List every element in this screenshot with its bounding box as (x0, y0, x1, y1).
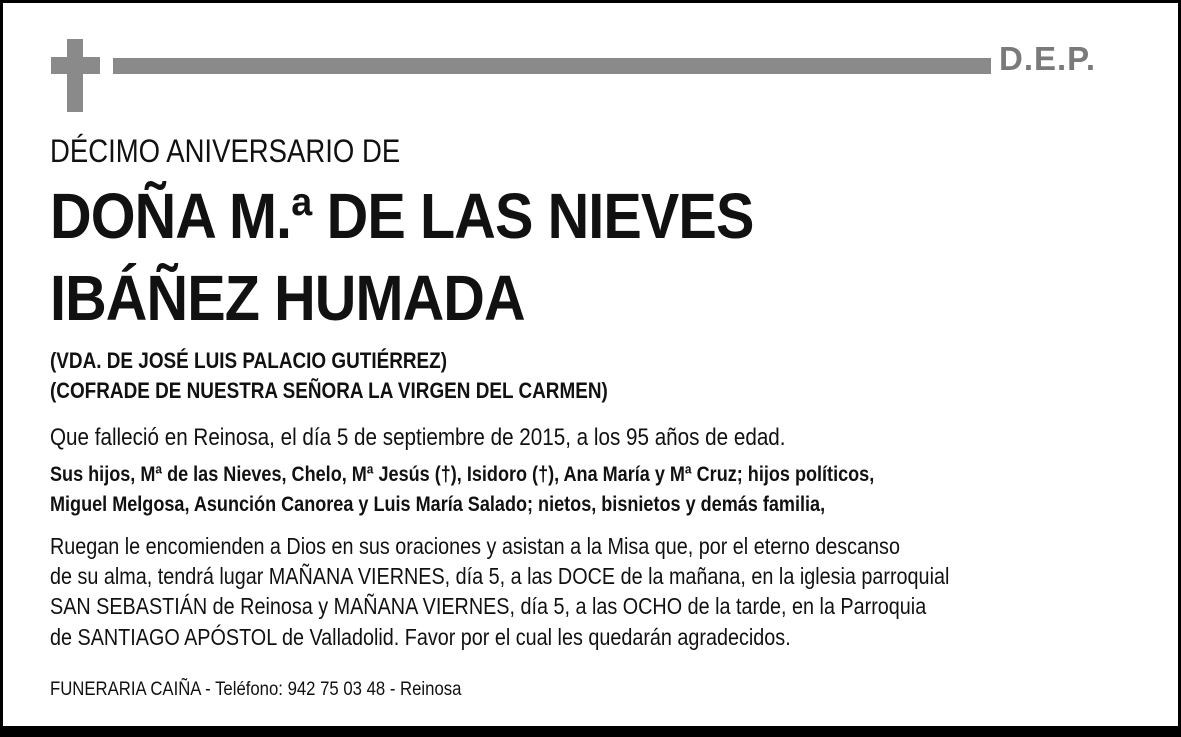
prayer-line-4: de SANTIAGO APÓSTOL de Valladolid. Favor por el cual les quedarán agradecidos. (50, 624, 791, 650)
cross-icon-arm (51, 57, 100, 74)
dep-label: D.E.P. (999, 40, 1097, 77)
anniversary-line: DÉCIMO ANIVERSARIO DE (50, 133, 401, 169)
family-line-2: Miguel Melgosa, Asunción Canorea y Luis María Salado; nietos, bisnietos y demás familia, (50, 493, 826, 516)
deceased-name-line-2: IBÁÑEZ HUMADA (50, 262, 525, 334)
brotherhood-line: (COFRADE DE NUESTRA SEÑORA LA VIRGEN DEL CARMEN) (50, 378, 608, 403)
funeral-home-contact: FUNERARIA CAIÑA - Teléfono: 942 75 03 48 - Reinosa (50, 679, 462, 700)
cross-icon (67, 39, 83, 112)
widow-of-line: (VDA. DE JOSÉ LUIS PALACIO GUTIÉRREZ) (50, 348, 447, 373)
bottom-border (0, 726, 1181, 737)
header-rule (113, 58, 991, 74)
family-line-1: Sus hijos, Mª de las Nieves, Chelo, Mª Jesús (†), Isidoro (†), Ana María y Mª Cruz; hijos políticos, (50, 463, 875, 486)
death-details: Que falleció en Reinosa, el día 5 de septiembre de 2015, a los 95 años de edad. (50, 424, 786, 451)
prayer-line-2: de su alma, tendrá lugar MAÑANA VIERNES, día 5, a las DOCE de la mañana, en la iglesia parroquial (50, 563, 950, 589)
prayer-line-1: Ruegan le encomienden a Dios en sus oraciones y asistan a la Misa que, por el eterno descanso (50, 533, 900, 559)
deceased-name-line-1: DOÑA M.ª DE LAS NIEVES (50, 180, 754, 252)
prayer-line-3: SAN SEBASTIÁN de Reinosa y MAÑANA VIERNES, día 5, a las OCHO de la tarde, en la Parroquia (50, 593, 927, 619)
